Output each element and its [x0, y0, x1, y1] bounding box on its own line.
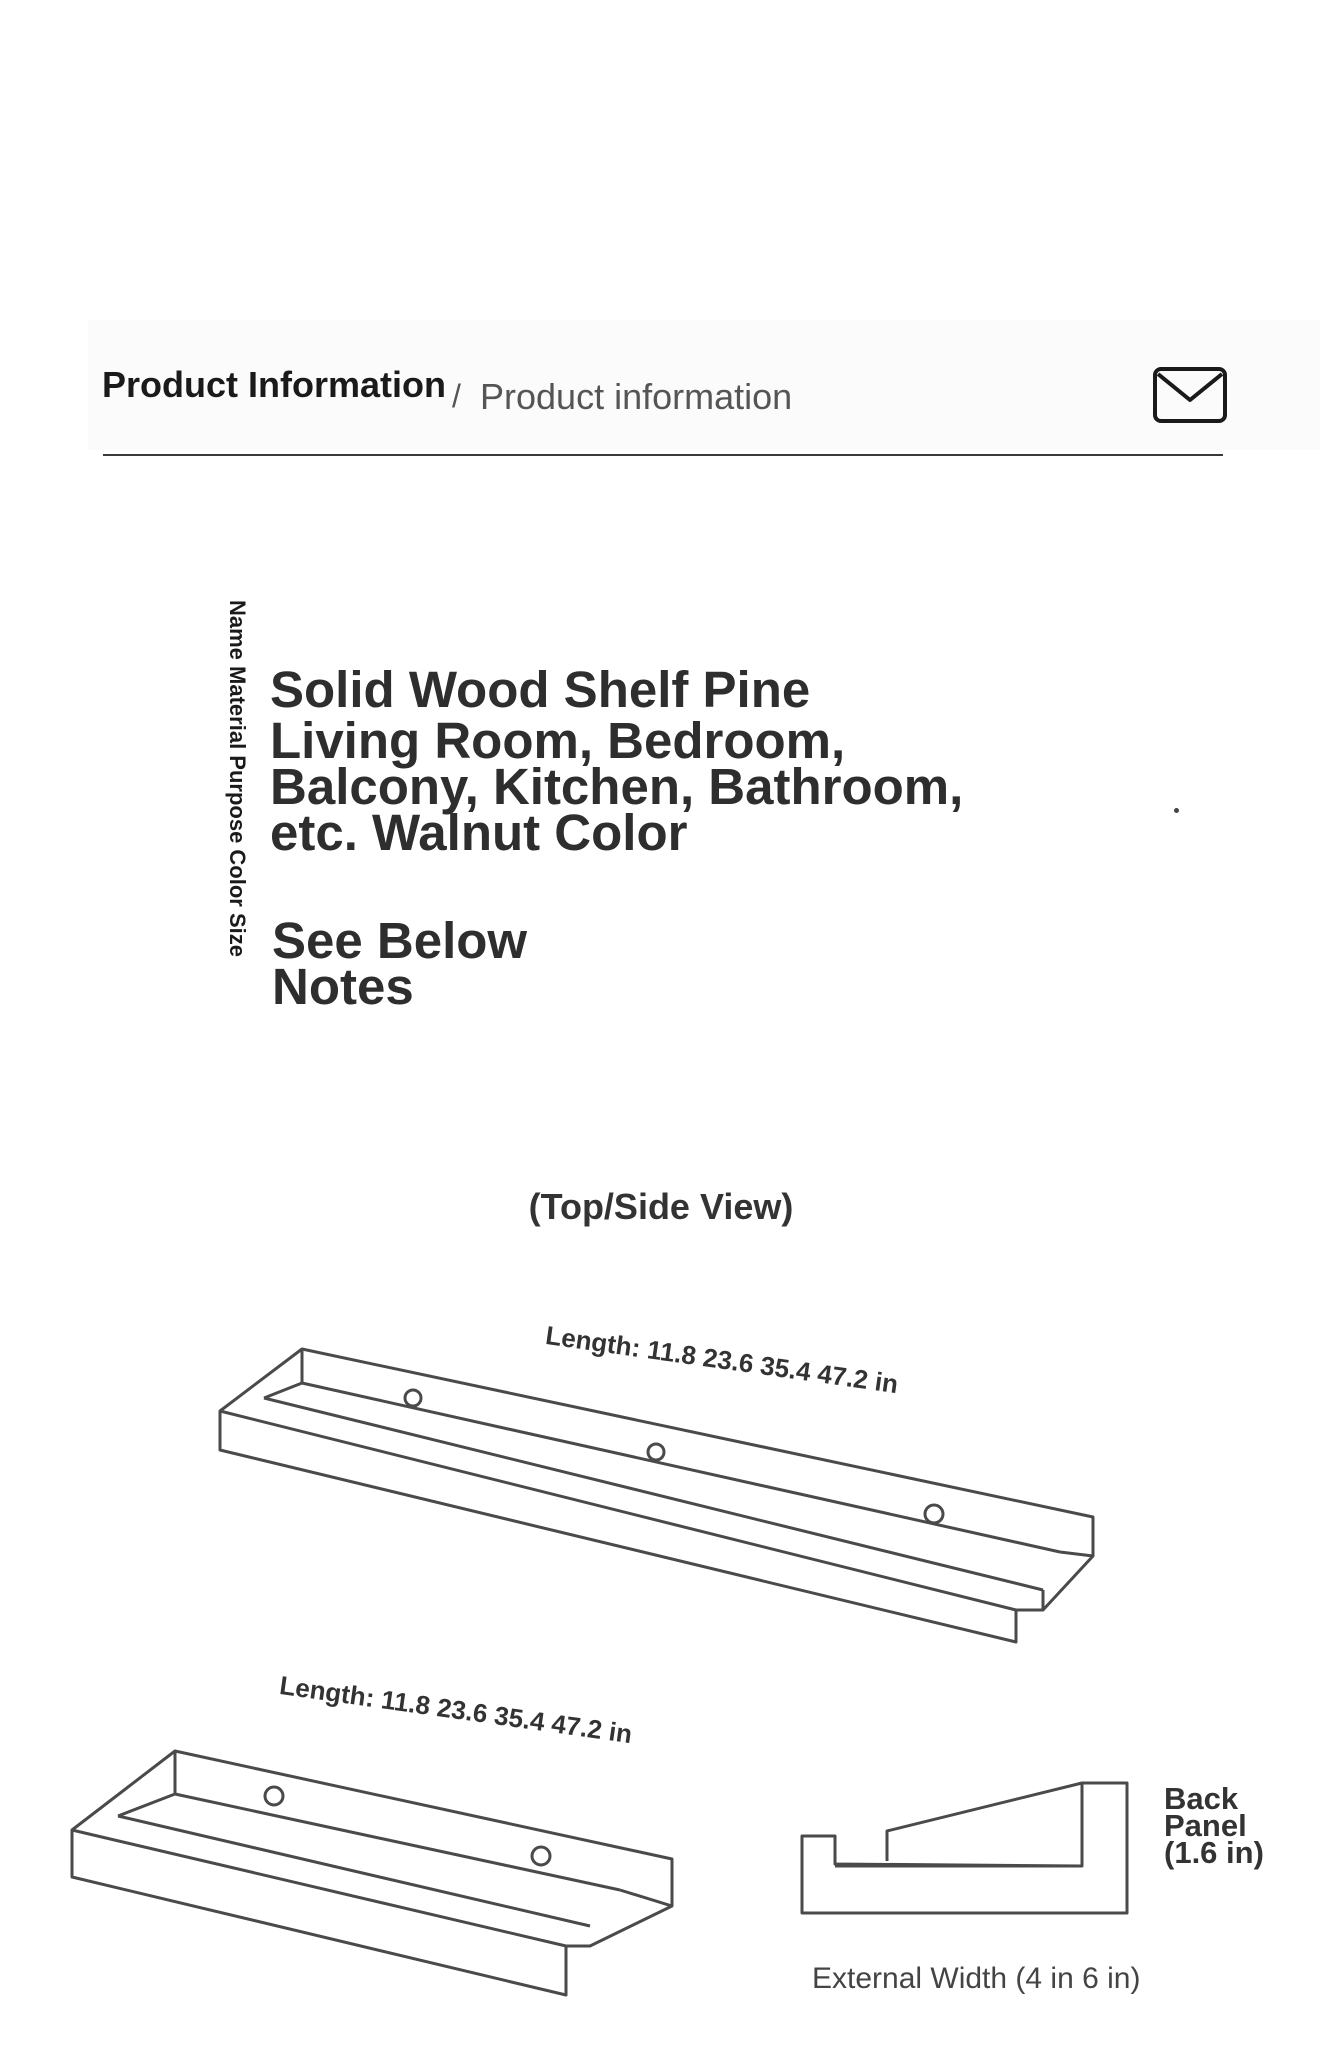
- spec-labels: Name Material Purpose Color Size: [225, 600, 250, 957]
- length-label-short-shelf: Length: 11.8 23.6 35.4 47.2 in: [277, 1670, 635, 1750]
- long-shelf-drawing: [220, 1349, 1093, 1642]
- external-width-label: External Width (4 in 6 in): [812, 1962, 1141, 1995]
- section-subtitle: Product information: [480, 376, 793, 417]
- spec-material-purpose-color: Living Room, Bedroom, Balcony, Kitchen, Bathroom, etc. Walnut Color: [270, 712, 964, 861]
- title-separator: /: [452, 378, 461, 414]
- length-label-long-shelf: Length: 11.8 23.6 35.4 47.2 in: [543, 1320, 901, 1400]
- back-panel-label: Back Panel (1.6 in): [1164, 1781, 1264, 1870]
- spec-name-value: Solid Wood Shelf Pine: [270, 661, 811, 718]
- section-title: Product Information: [102, 364, 446, 405]
- cross-section-drawing: [802, 1783, 1127, 1913]
- short-shelf-drawing: [72, 1751, 672, 1995]
- spec-size-note: See Below Notes: [272, 912, 528, 1015]
- view-caption: (Top/Side View): [528, 1186, 794, 1227]
